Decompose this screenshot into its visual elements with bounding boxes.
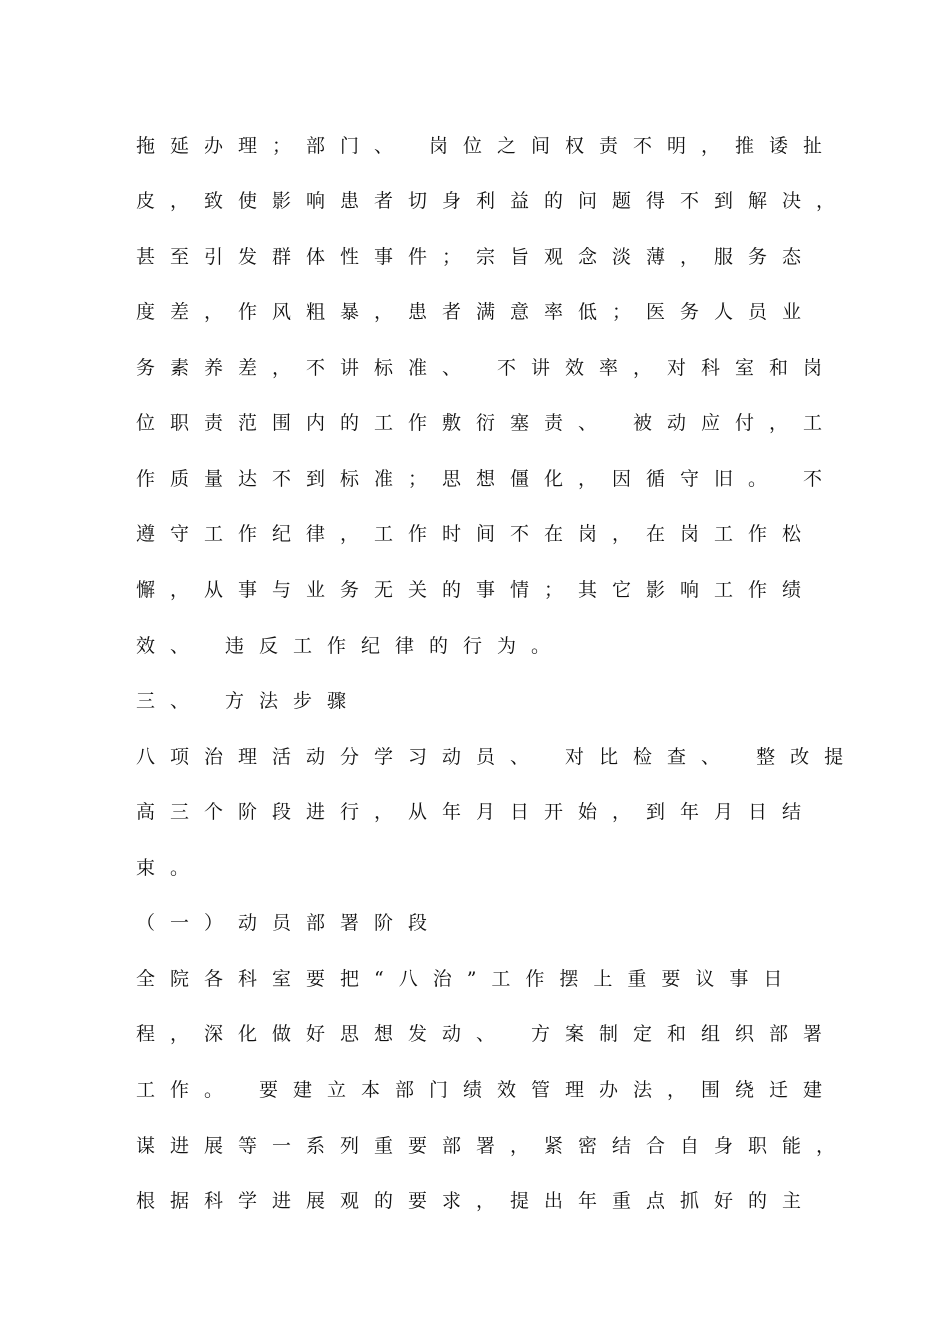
text-line: 度差，作风粗暴，患者满意率低；医务人员业 xyxy=(136,301,817,323)
text-line: 遵守工作纪律，工作时间不在岗，在岗工作松 xyxy=(136,523,817,545)
text-line: 位职责范围内的工作敷衍塞责、 被动应付，工 xyxy=(136,412,838,434)
text-line: 八项治理活动分学习动员、 对比检查、 整改提 xyxy=(136,746,859,768)
text-line: 务素养差，不讲标准、 不讲效率，对科室和岗 xyxy=(136,357,838,379)
text-line: 束。 xyxy=(136,857,205,879)
text-line: 程，深化做好思想发动、 方案制定和组织部署 xyxy=(136,1023,838,1045)
text-line: 高三个阶段进行，从年月日开始，到年月日结 xyxy=(136,801,817,823)
text-line: 效、 违反工作纪律的行为。 xyxy=(136,635,566,657)
text-line: 懈，从事与业务无关的事情；其它影响工作绩 xyxy=(136,579,817,601)
text-line: 拖延办理；部门、 岗位之间权责不明，推诿扯 xyxy=(136,135,838,157)
text-line: 作质量达不到标准；思想僵化，因循守旧。 不 xyxy=(136,468,838,490)
text-line: 谋进展等一系列重要部署，紧密结合自身职能， xyxy=(136,1135,851,1157)
text-line: 根据科学进展观的要求，提出年重点抓好的主 xyxy=(136,1190,817,1212)
text-line: 皮，致使影响患者切身利益的问题得不到解决， xyxy=(136,190,851,212)
text-line: 甚至引发群体性事件；宗旨观念淡薄，服务态 xyxy=(136,246,817,268)
text-line: 工作。 要建立本部门绩效管理办法，围绕迁建 xyxy=(136,1079,838,1101)
subsection-heading: （一）动员部署阶段 xyxy=(136,912,443,934)
section-heading: 三、 方法步骤 xyxy=(136,690,362,712)
text-line: 全院各科室要把“八治”工作摆上重要议事日 xyxy=(136,968,798,990)
